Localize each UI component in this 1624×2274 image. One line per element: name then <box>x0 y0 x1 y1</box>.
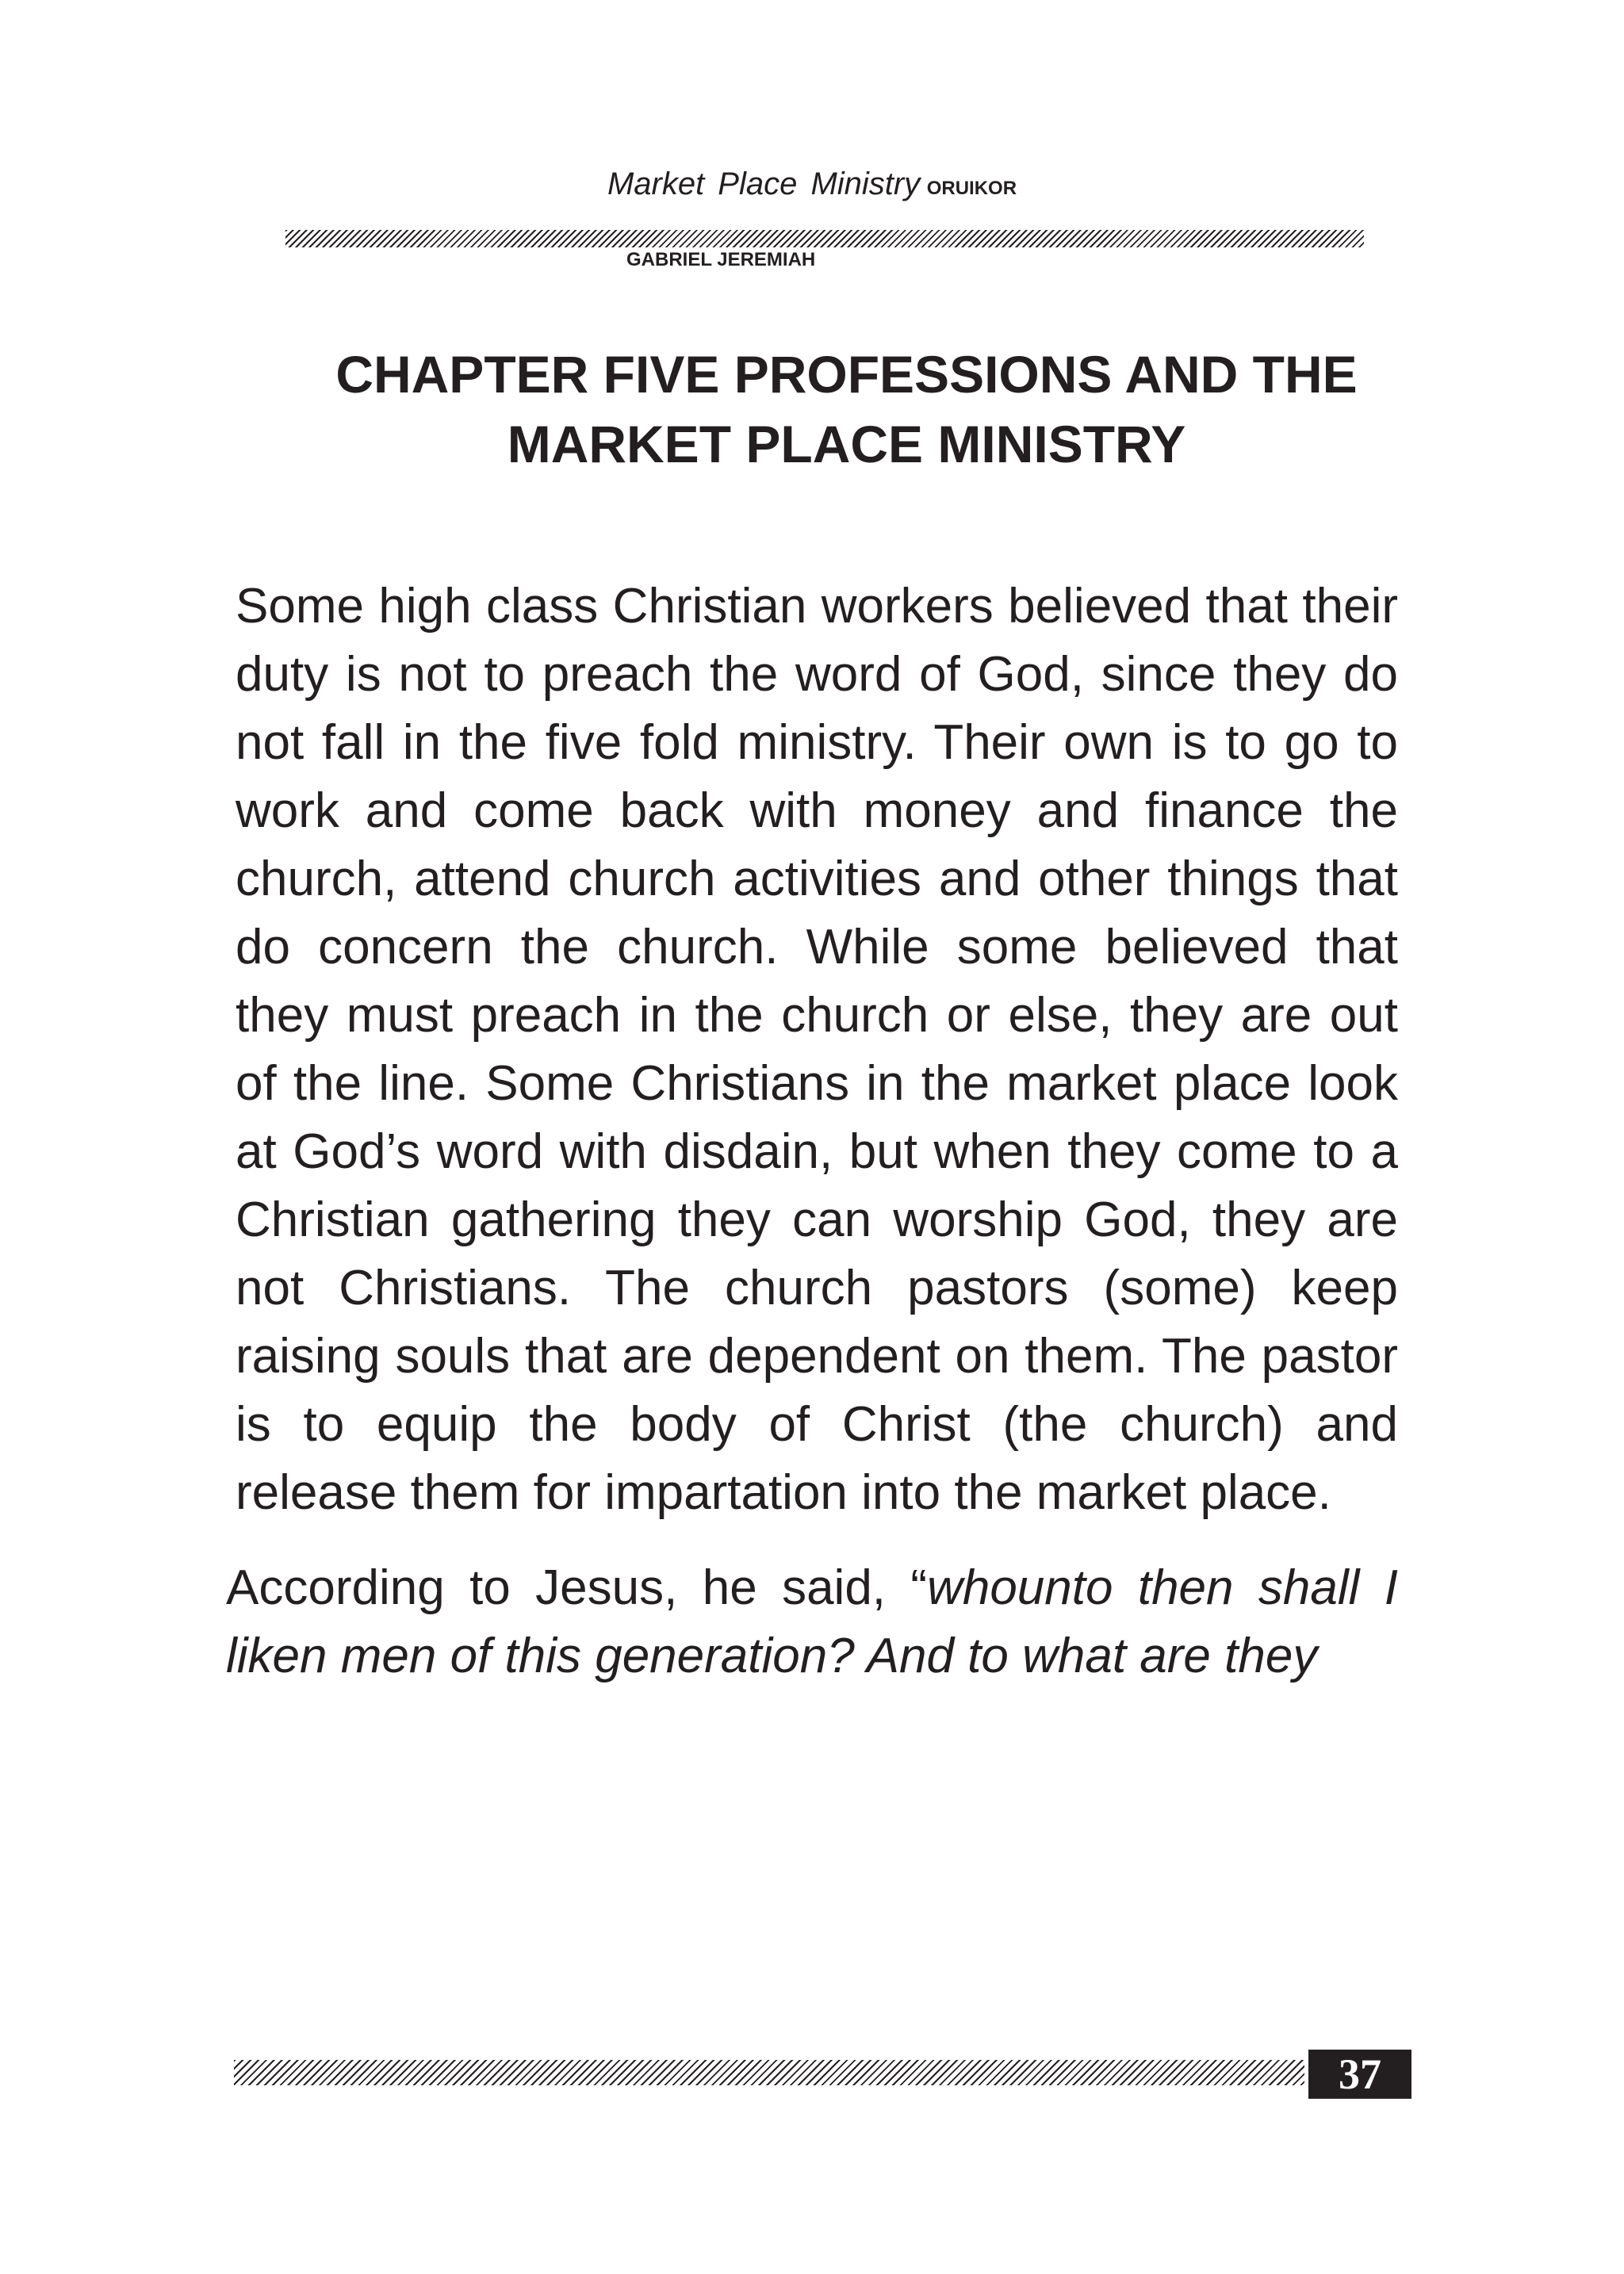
running-head <box>0 168 1624 200</box>
body-paragraph: Some high class Christian workers believed that their duty is not to preach the word of God, since they do not fall in the five fold ministry. Their own is to go to work and come back with money and finance the church, attend church activities and other things that do concern the church. While some believed that they must preach in the church or else, they are out of the line. Some Christians in the market place look at God’s word with disdain, but when they come to a Christian gathering they can worship God, they are not Christians. The church pastors (some) keep raising souls that are dependent on them. The pastor is to equip the body of Christ (the church) and release them for impartation into the market place. <box>236 579 1398 1520</box>
body-paragraph-quote <box>226 1554 1398 1690</box>
running-head-book-title: Market Place Ministry <box>607 167 921 201</box>
header-hatched-rule <box>285 230 1364 247</box>
paragraph-lead-text: According to Jesus, he said, “ <box>226 1560 928 1615</box>
running-head-author-given-names: GABRIEL JEREMIAH <box>626 249 816 270</box>
page-number: 37 <box>1339 2050 1381 2098</box>
running-head-author-surname: ORUIKOR <box>926 178 1017 199</box>
scripture-quote: whounto then shall I liken men of this generation? And to what are they <box>226 1560 1399 1683</box>
page-number-box <box>1308 2050 1411 2099</box>
footer-hatched-rule <box>234 2060 1304 2085</box>
body-text <box>226 572 1399 1690</box>
chapter-title: CHAPTER FIVE PROFESSIONS AND THE MARKET PLACE MINISTRY <box>335 345 1358 473</box>
